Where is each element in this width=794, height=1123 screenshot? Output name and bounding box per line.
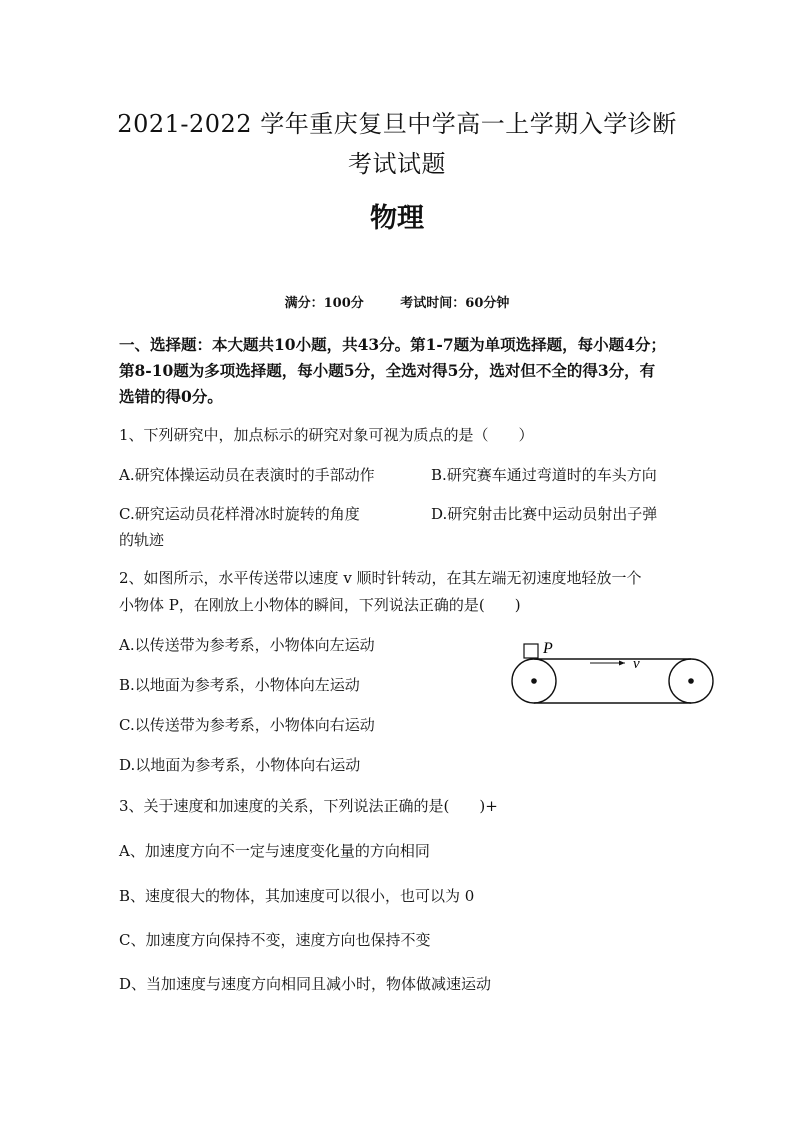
q1-option-d-cont: 的轨迹 bbox=[119, 531, 165, 549]
section1-line3: 选错的得0分。 bbox=[119, 387, 223, 406]
q1-option-d: D.研究射击比赛中运动员射出子弹 bbox=[431, 505, 658, 523]
exam-title-line1: 2021-2022 学年重庆复旦中学高一上学期入学诊断 bbox=[117, 110, 677, 138]
exam-time: 考试时间：60分钟 bbox=[400, 296, 510, 311]
q2-option-a: A.以传送带为参考系，小物体向左运动 bbox=[119, 636, 375, 654]
q1-stem: 1、下列研究中，加点标示的研究对象可视为质点的是（ ） bbox=[119, 426, 534, 444]
velocity-arrowhead bbox=[619, 661, 625, 666]
q2-option-b: B.以地面为参考系，小物体向左运动 bbox=[119, 676, 360, 694]
label-p: P bbox=[543, 640, 553, 657]
left-pulley-axle bbox=[531, 678, 537, 684]
q1-option-b: B.研究赛车通过弯道时的车头方向 bbox=[431, 466, 657, 484]
right-pulley-axle bbox=[688, 678, 694, 684]
q3-option-b: B、速度很大的物体，其加速度可以很小，也可以为 0 bbox=[119, 887, 475, 905]
exam-title-line2: 考试试题 bbox=[348, 150, 446, 178]
q2-stem-line1: 2、如图所示，水平传送带以速度 v 顺时针转动，在其左端无初速度地轻放一个 bbox=[119, 569, 642, 587]
q2-option-c: C.以传送带为参考系，小物体向右运动 bbox=[119, 716, 375, 734]
section1-line1: 一、选择题：本大题共10小题，共43分。第1-7题为单项选择题，每小题4分； bbox=[119, 335, 666, 354]
subject-title: 物理 bbox=[370, 203, 424, 234]
full-score: 满分：100分 bbox=[284, 296, 364, 311]
q3-option-d: D、当加速度与速度方向相同且减小时，物体做减速运动 bbox=[119, 975, 492, 993]
q3-stem: 3、关于速度和加速度的关系，下列说法正确的是( )+ bbox=[119, 797, 498, 815]
q1-option-c: C.研究运动员花样滑冰时旋转的角度 bbox=[119, 505, 360, 523]
q3-option-c: C、加速度方向保持不变，速度方向也保持不变 bbox=[119, 931, 431, 949]
conveyor-belt-diagram bbox=[505, 633, 720, 708]
q2-stem-line2: 小物体 P，在刚放上小物体的瞬间，下列说法正确的是( ) bbox=[119, 596, 521, 614]
q2-option-d: D.以地面为参考系，小物体向右运动 bbox=[119, 756, 361, 774]
q3-option-a: A、加速度方向不一定与速度变化量的方向相同 bbox=[119, 842, 430, 860]
label-v: v bbox=[633, 656, 640, 672]
exam-meta bbox=[0, 292, 794, 311]
section1-line2: 第8-10题为多项选择题，每小题5分，全选对得5分，选对但不全的得3分，有 bbox=[119, 361, 656, 380]
small-object-box bbox=[524, 644, 538, 658]
q1-option-a: A.研究体操运动员在表演时的手部动作 bbox=[119, 466, 375, 484]
